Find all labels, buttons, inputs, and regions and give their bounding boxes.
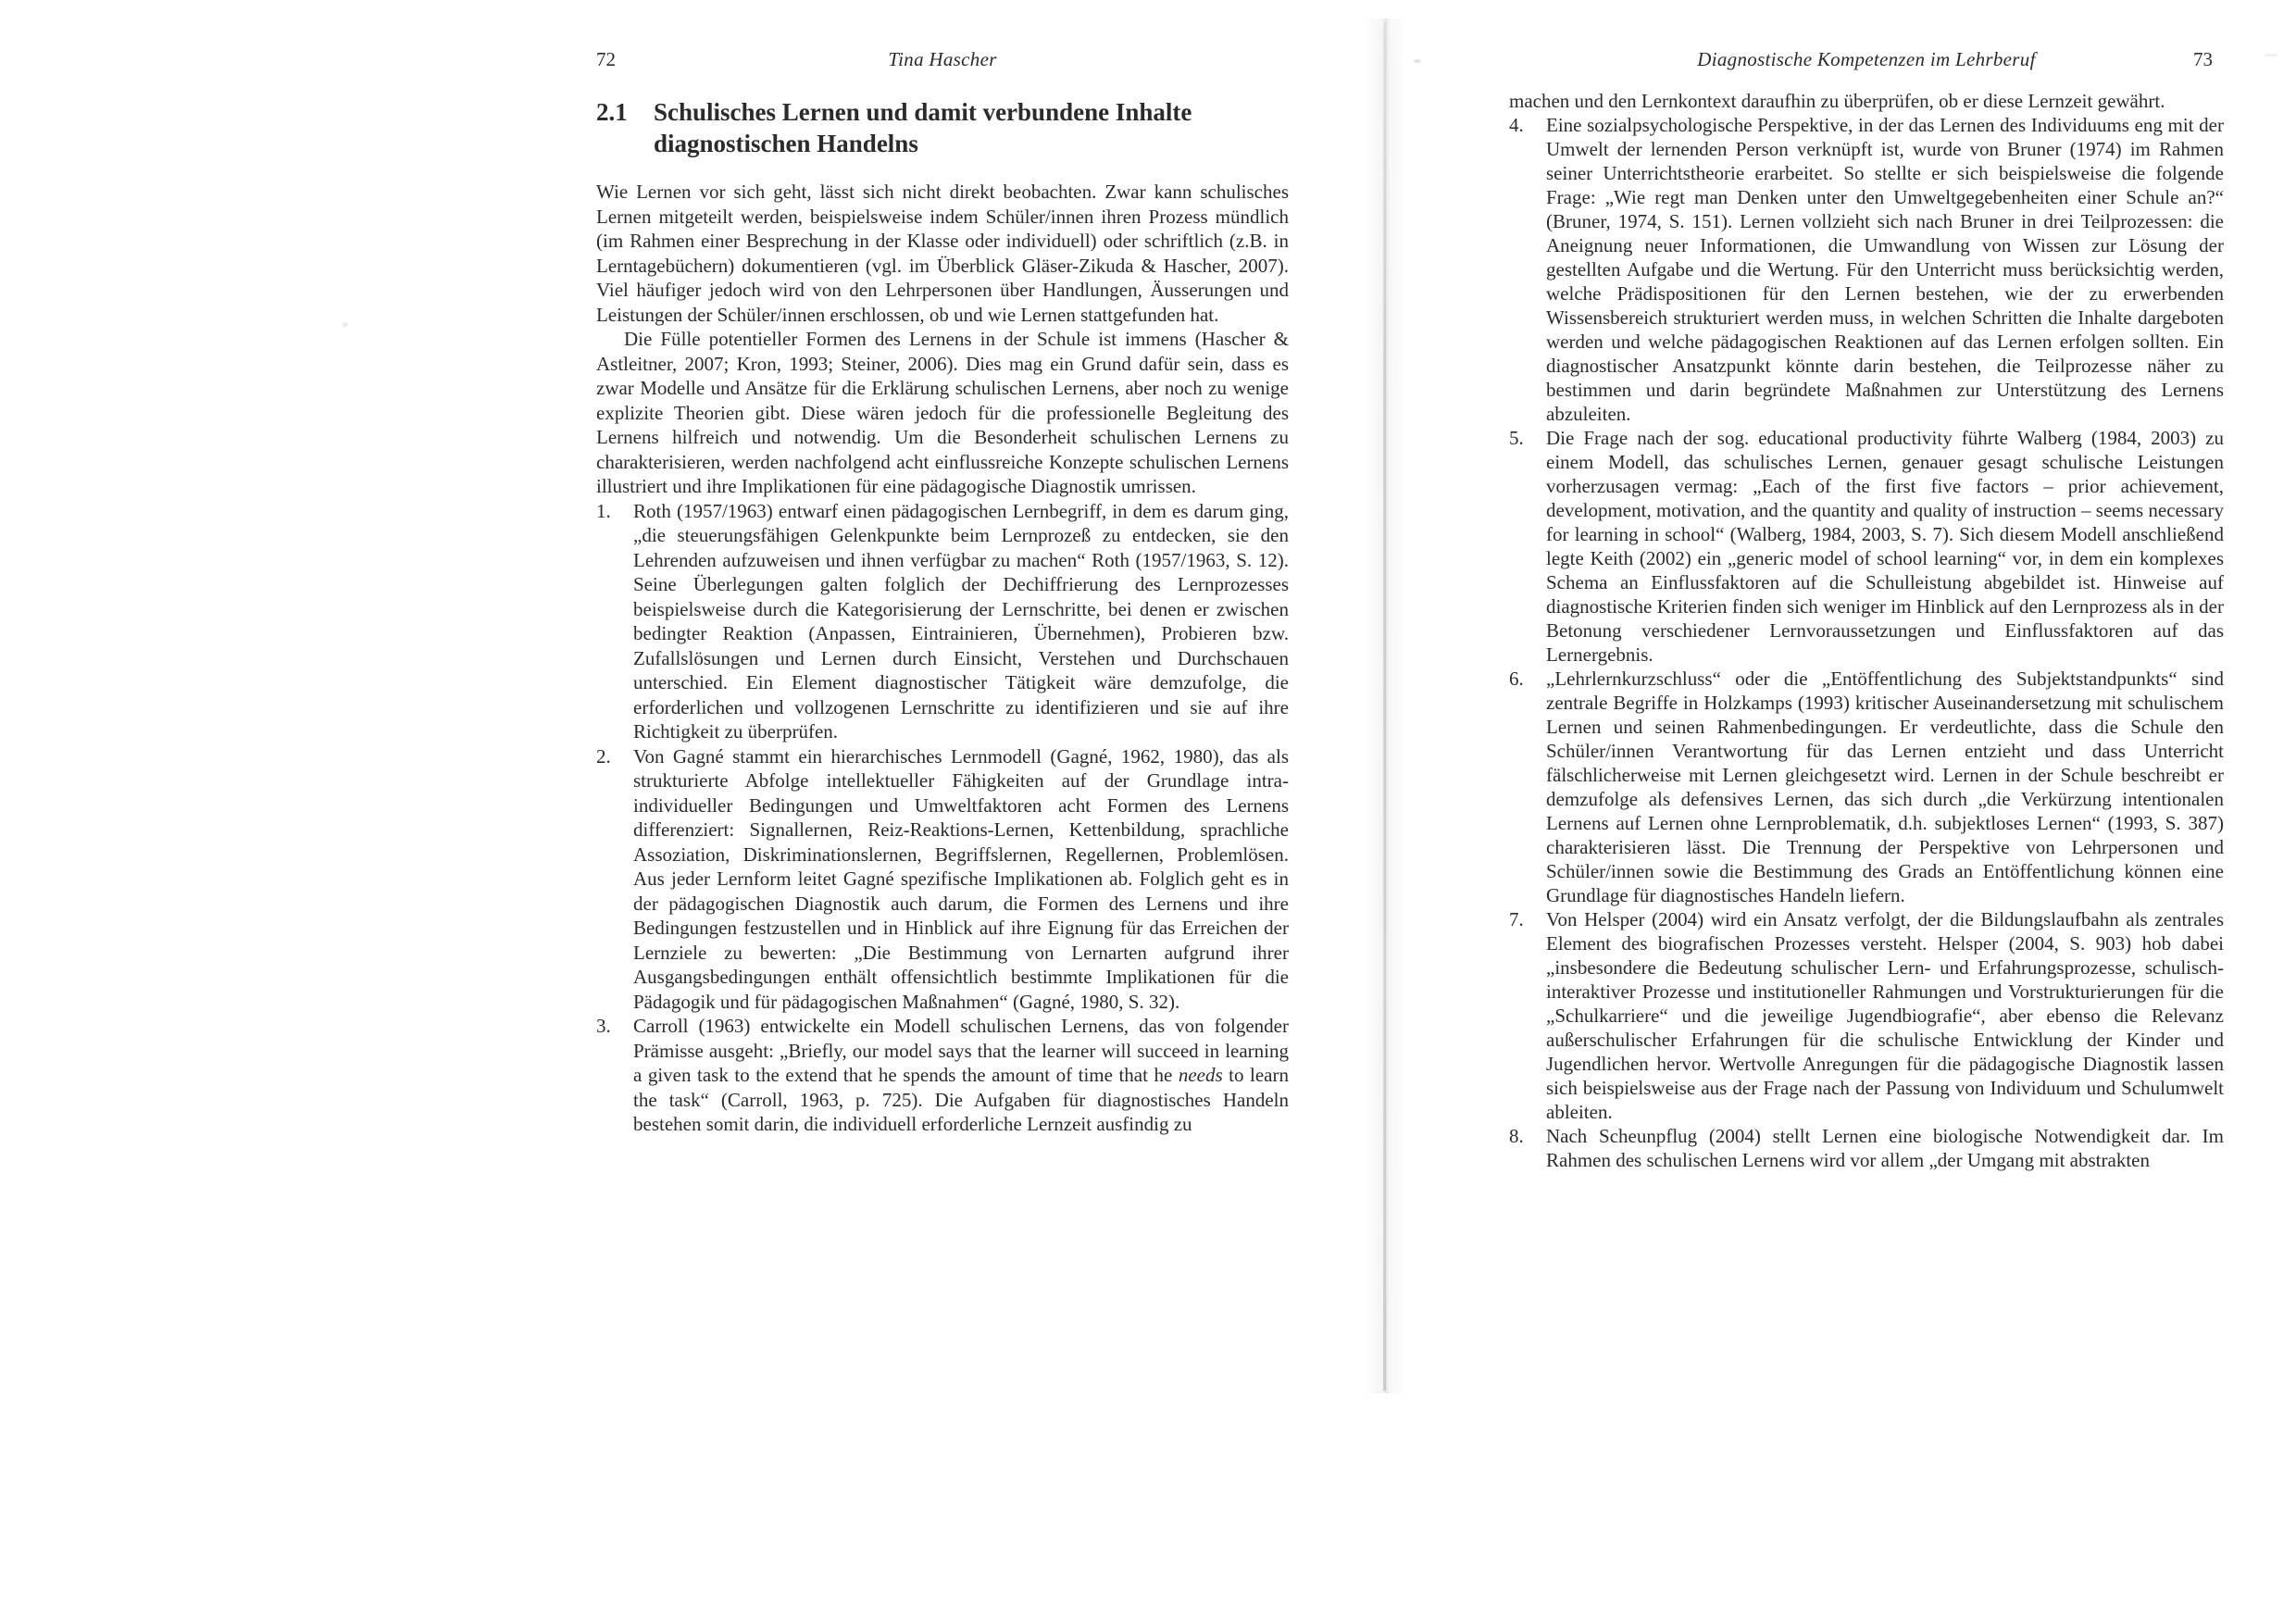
right-page	[1509, 46, 2224, 1172]
list-item	[596, 744, 1289, 1015]
page-gutter-shadow	[1363, 19, 1407, 1393]
continuation-paragraph: machen und den Lernkontext daraufhin zu überprüfen, ob er diese Lernzeit gewährt.	[1509, 90, 2165, 112]
italic-term: needs	[1178, 1064, 1223, 1086]
list-item-text: Nach Scheunpflug (2004) stellt Lernen eine biologische Notwendigkeit dar. Im Rahmen des schulischen Lernens wird vor allem „der Umgang mit abstrakten	[1546, 1125, 2224, 1171]
list-item	[1509, 113, 2224, 426]
list-item-text: Die Frage nach der sog. educational productivity führte Walberg (1984, 2003) zu einem Modell, das schulisches Lernen, genauer gesagt schulische Leistungen vorherzusagen vermag: „Each of the first five factors – prior achievement, development, motivation, and the quantity and quality of instruction – seems necessary for learning in school“ (Walberg, 1984, 2003, S. 7). Sich diesem Modell anschließend legte Keith (2002) ein „generic model of school learning“ vor, in dem ein komplexes Schema an Einflussfaktoren auf die Schulleistung abgebildet ist. Hinweise auf diagnostische Kriterien finden sich weniger im Hinblick auf den Lernprozess als in der Betonung verschiedener Lernvoraussetzungen und Einflussfaktoren auf das Lernergebnis.	[1546, 427, 2224, 666]
list-item-number: 8.	[1509, 1125, 1524, 1147]
scan-speck	[343, 322, 348, 327]
left-body	[596, 180, 1289, 1137]
right-page-number: 73	[2193, 48, 2213, 70]
list-item	[596, 1014, 1289, 1137]
list-item-text-segment: to learn the task“ (Carroll, 1963, p. 725). Die Aufgaben für diagnostisches Handeln bestehen somit darin, die individuell erforderliche Lernzeit ausfindig zu	[633, 1064, 1289, 1135]
list-item-number: 5.	[1509, 427, 1524, 449]
list-item-text: Von Gagné stammt ein hierarchisches Lernmodell (Gagné, 1962, 1980), das als strukturierte Abfolge intellektueller Fähigkeiten auf der Grundlage intra-individueller Bedingungen und Umweltfaktoren acht Formen des Lernens differenziert: Signallernen, Reiz-Reaktions-Lernen, Kettenbildung, sprachliche Assoziation, Diskriminationslernen, Begriffslernen, Regellernen, Problemlösen. Aus jeder Lernform leitet Gagné spezifische Implikationen ab. Folglich geht es in der pädagogischen Diagnostik auch darum, die Formen des Lernens und ihre Bedingungen festzustellen und in Hinblick auf ihre Eignung für das Erreichen der Lernziele zu bewerten: „Die Bestimmung von Lernarten aufgrund ihrer Ausgangsbedingungen enthält offensichtlich bestimmte Implikationen für die Pädagogik und für pädagogischen Maßnahmen“ (Gagné, 1980, S. 32).	[633, 744, 1289, 1013]
page-fold-line	[1383, 22, 1386, 1391]
list-item	[1509, 426, 2224, 667]
right-running-header	[1509, 46, 2224, 72]
scan-speck	[1414, 59, 1421, 63]
list-item-text-segment: Carroll (1963) entwickelte ein Modell schulischen Lernens, das von folgender Prämisse ausgeht: „Briefly, our model says that the learner will succeed in learning a given task to the extend that he spends the amount of time that he	[633, 1015, 1289, 1086]
list-item-number: 3.	[596, 1015, 611, 1037]
section-title: Schulisches Lernen und damit verbundene Inhalte diagnostischen Handelns	[654, 98, 1192, 157]
list-item-number: 2.	[596, 744, 611, 768]
section-heading	[596, 96, 1289, 159]
section-number: 2.1	[596, 98, 628, 126]
paragraph: Die Fülle potentieller Formen des Lernens in der Schule ist immens (Hascher & Astleitner, 2007; Kron, 1993; Steiner, 2006). Dies mag ein Grund dafür sein, dass es zwar Modelle und Ansätze für die Erklärung schulischen Lernens, aber noch zu wenige explizite Theorien gibt. Diese wären jedoch für die professionelle Begleitung des Lernens hilfreich und notwendig. Um die Besonderheit schulischen Lernens zu charakterisieren, werden nachfolgend acht einflussreiche Konzepte schulischen Lernens illustriert und ihre Implikationen für eine pädagogische Diagnostik umrissen.	[596, 328, 1289, 497]
list-item-text	[633, 1014, 1289, 1137]
paragraph: Wie Lernen vor sich geht, lässt sich nicht direkt beobachten. Zwar kann schulisches Lernen mitgeteilt werden, beispielsweise indem Schüler/innen ihren Prozess mündlich (im Rahmen einer Besprechung in der Klasse oder individuell) oder schriftlich (z.B. in Lerntagebüchern) dokumentieren (vgl. im Überblick Gläser-Zikuda & Hascher, 2007). Viel häufiger jedoch wird von den Lehrpersonen über Handlungen, Äusserungen und Leistungen der Schüler/innen erschlossen, ob und wie Lernen stattgefunden hat.	[596, 181, 1289, 326]
list-item-text: Von Helsper (2004) wird ein Ansatz verfolgt, der die Bildungslaufbahn als zentrales Element des biografischen Prozesses versteht. Helsper (2004, S. 903) hob dabei „insbesondere die Bedeutung schulischer Lern- und Erfahrungsprozesse, schulisch-interaktiver Prozesse und institutioneller Rahmungen und Vorstrukturierungen für die „Schulkarriere“ und die jeweilige Jugendbiografie“, aber ebenso die Relevanz außerschulischer Erfahrungen für die schulische Entwicklung der Kinder und Jugendlichen hervor. Wertvolle Anregungen für die pädagogische Diagnostik lassen sich beispielsweise aus der Frage nach der Passung von Individuum und Schulumwelt ableiten.	[1546, 908, 2224, 1123]
left-running-header	[596, 46, 1289, 72]
left-page-number: 72	[596, 48, 616, 70]
list-item-text: Eine sozialpsychologische Perspektive, in der das Lernen des Individuums eng mit der Umwelt der lernenden Person verknüpft ist, wurde von Bruner (1974) im Rahmen seiner Unterrichtstheorie erarbeitet. So stellte er sich beispielsweise die folgende Frage: „Wie regt man Denken unter den Umweltgegebenheiten einer Schule an?“ (Bruner, 1974, S. 151). Lernen vollzieht sich nach Bruner in drei Teilprozessen: die Aneignung neuer Informationen, die Umwandlung von Wissen zur Lösung der gestellten Aufgabe und die Wertung. Für den Unterricht muss berücksichtig werden, welche Prädispositionen für den Lernen bestehen, wie der zu erwerbenden Wissensbereich strukturiert werden muss, in welchen Schritten die Inhalte dargeboten werden und welche pädagogischen Reaktionen auf das Lernen erfolgen sollten. Ein diagnostischer Ansatzpunkt könnte darin bestehen, die Teilprozesse näher zu bestimmen und darin begründete Maßnahmen zur Unterstützung des Lernens abzuleiten.	[1546, 114, 2224, 425]
list-item-number: 7.	[1509, 908, 1524, 930]
list-item-number: 6.	[1509, 668, 1524, 690]
list-item	[1509, 1124, 2224, 1172]
left-page	[596, 46, 1289, 1137]
list-item	[1509, 907, 2224, 1124]
list-item-text: „Lehrlernkurzschluss“ oder die „Entöffentlichung des Subjektstandpunkts“ sind zentrale Begriffe in Holzkamps (1993) kritischer Auseinandersetzung mit schulischem Lernen und seinen Rahmenbedingungen. Er verdeutlichte, dass die Schule den Schüler/innen Verantwortung für das Lernen entzieht und dass Unterricht fälschlicherweise mit Lernen gleichgesetzt wird. Lernen in der Schule beschreibt er demzufolge als defensives Lernen, das sich durch „die Verkürzung intentionalen Lernens auf Lernen ohne Lernproblematik, d.h. subjektloses Lernen“ (1993, S. 387) charakterisieren lässt. Die Trennung der Perspektive von Lehrpersonen und Schüler/innen sowie die Bestimmung des Grads an Entöffentlichung können eine Grundlage für diagnostisches Handeln liefern.	[1546, 668, 2224, 906]
list-item-number: 4.	[1509, 114, 1524, 136]
list-item-number: 1.	[596, 499, 611, 522]
list-item	[596, 499, 1289, 744]
list-item-text: Roth (1957/1963) entwarf einen pädagogischen Lernbegriff, in dem es darum ging, „die steuerungsfähigen Gelenkpunkte beim Lernprozeß zu entdecken, sie den Lehrenden aufzuweisen und ihnen verfügbar zu machen“ Roth (1957/1963, S. 12). Seine Überlegungen galten folglich der Dechiffrierung des Lernprozesses beispielsweise durch die Kategorisierung der Lernschritte, bei denen er zwischen bedingter Reaktion (Anpassen, Eintrainieren, Übernehmen), Probieren bzw. Zufallslösungen und Lernen durch Einsicht, Verstehen und Durchschauen unterschied. Ein Element diagnostischer Tätigkeit wäre demzufolge, die erforderlichen und vollzogenen Lernschritte zu identifizieren und sie auf ihre Richtigkeit zu überprüfen.	[633, 499, 1289, 743]
list-item	[1509, 667, 2224, 907]
scan-speck	[2265, 54, 2277, 56]
left-running-head: Tina Hascher	[888, 48, 997, 70]
right-running-head: Diagnostische Kompetenzen im Lehrberuf	[1697, 48, 2036, 70]
right-body	[1509, 89, 2224, 1172]
